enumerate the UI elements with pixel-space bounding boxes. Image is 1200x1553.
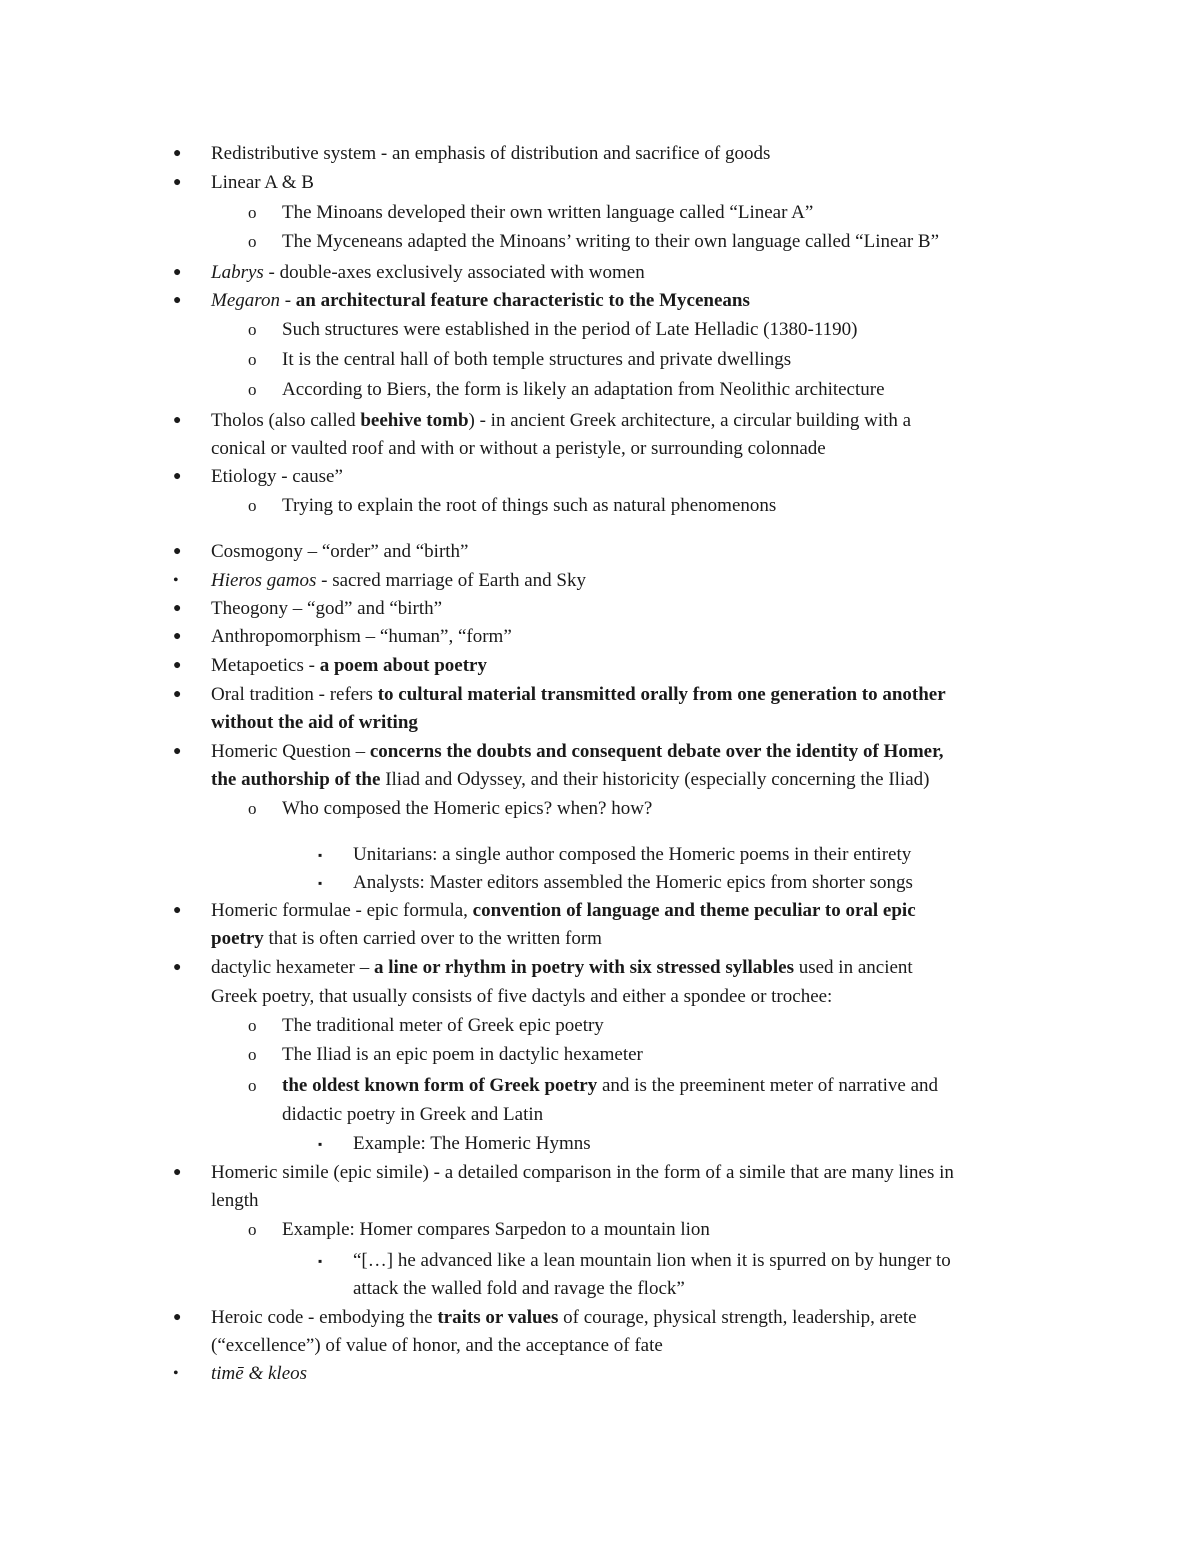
bullet: ▪ <box>318 876 323 890</box>
list-item-megaron <box>211 287 750 315</box>
bullet: ▪ <box>318 1254 323 1268</box>
list-item-metapoetics <box>211 652 487 680</box>
term: Hieros gamos <box>211 570 317 591</box>
list-item-heroic-code-cont: (“excellence”) of value of honor, and the acceptance of fate <box>211 1335 663 1356</box>
definition: concerns the doubts and consequent debate over the identity of Homer, <box>369 741 944 762</box>
bullet: o <box>248 799 257 818</box>
bullet: ● <box>173 903 182 918</box>
bullet: ▪ <box>318 848 323 862</box>
text: that is often carried over to the written form <box>263 928 602 949</box>
term: beehive tomb <box>360 410 469 431</box>
bullet: ● <box>173 146 182 161</box>
bullet: ● <box>173 413 182 428</box>
text: ) - in ancient Greek architecture, a circular building with a <box>468 410 912 431</box>
term: timē & kleos <box>211 1363 308 1384</box>
list-item-redistributive: Redistributive system - an emphasis of distribution and sacrifice of goods <box>211 143 771 164</box>
list-item-homeric-formulae-cont <box>211 925 602 953</box>
bullet: ● <box>173 687 182 702</box>
bullet: ● <box>173 293 182 308</box>
definition: - double-axes exclusively associated with women <box>263 262 645 283</box>
sub-item <box>282 1072 938 1100</box>
bullet: ▪ <box>318 1137 323 1151</box>
bullet: o <box>248 203 257 222</box>
text: Homeric Question – <box>211 741 370 762</box>
bullet: ● <box>173 265 182 280</box>
text: dactylic hexameter – <box>211 957 375 978</box>
list-item-oral-tradition-cont <box>211 709 418 737</box>
definition: a poem about poetry <box>319 655 487 676</box>
definition: poetry <box>211 928 264 949</box>
sub-item: Example: Homer compares Sarpedon to a mountain lion <box>282 1219 710 1240</box>
bullet: ● <box>173 469 182 484</box>
definition: without the aid of writing <box>211 712 418 733</box>
sub-sub-item: Example: The Homeric Hymns <box>353 1133 591 1154</box>
text: Tholos (also called <box>211 410 361 431</box>
sub-item-linear-b: The Myceneans adapted the Minoans’ writing to their own language called “Linear B” <box>282 231 940 252</box>
sub-sub-item: Analysts: Master editors assembled the Homeric epics from shorter songs <box>353 872 913 893</box>
bullet: ● <box>173 1310 182 1325</box>
bullet: • <box>173 1365 179 1382</box>
sub-item: It is the central hall of both temple structures and private dwellings <box>282 349 792 370</box>
list-item-homeric-formulae <box>211 897 916 925</box>
bullet: o <box>248 1045 257 1064</box>
bullet: o <box>248 320 257 339</box>
sub-item: Trying to explain the root of things such as natural phenomenons <box>282 495 777 516</box>
bullet: o <box>248 1016 257 1035</box>
sub-sub-item: “[…] he advanced like a lean mountain lion when it is spurred on by hunger to <box>353 1250 951 1271</box>
list-item-homeric-question-cont <box>211 766 930 794</box>
definition: traits or values <box>437 1307 559 1328</box>
bullet: o <box>248 496 257 515</box>
bullet: ● <box>173 960 182 975</box>
list-item-tholos-cont: conical or vaulted roof and with or without a peristyle, or surrounding colonnade <box>211 438 826 459</box>
list-item-cosmogony: Cosmogony – “order” and “birth” <box>211 541 469 562</box>
text: Oral tradition - refers <box>211 684 378 705</box>
list-item-linear: Linear A & B <box>211 172 314 193</box>
sub-item: The Iliad is an epic poem in dactylic hexameter <box>282 1044 643 1065</box>
definition: to cultural material transmitted orally from one generation to another <box>377 684 946 705</box>
list-item-homeric-question <box>211 738 944 766</box>
separator: - <box>279 290 296 311</box>
list-item-labrys <box>211 259 645 287</box>
bullet: ● <box>173 744 182 759</box>
definition: a line or rhythm in poetry with six stressed syllables <box>374 957 794 978</box>
sub-item: According to Biers, the form is likely an adaptation from Neolithic architecture <box>282 379 885 400</box>
list-item-etiology: Etiology - cause” <box>211 466 343 487</box>
sub-item: Who composed the Homeric epics? when? how? <box>282 798 653 819</box>
term: Megaron <box>211 290 280 311</box>
sub-item: The traditional meter of Greek epic poetry <box>282 1015 604 1036</box>
definition: - sacred marriage of Earth and Sky <box>316 570 586 591</box>
text: of courage, physical strength, leadership, arete <box>558 1307 917 1328</box>
list-item-oral-tradition <box>211 681 946 709</box>
text: Homeric formulae - epic formula, <box>211 900 473 921</box>
bullet: o <box>248 232 257 251</box>
text: Metapoetics - <box>211 655 320 676</box>
bullet: • <box>173 572 179 589</box>
list-item-hieros-gamos <box>211 567 586 595</box>
list-item-heroic-code <box>211 1304 917 1332</box>
sub-item: Such structures were established in the period of Late Helladic (1380-1190) <box>282 319 858 340</box>
text: used in ancient <box>793 957 913 978</box>
definition: the authorship of the <box>211 769 381 790</box>
bullet: ● <box>173 175 182 190</box>
bullet: ● <box>173 544 182 559</box>
term: Labrys <box>211 262 264 283</box>
sub-sub-item: Unitarians: a single author composed the Homeric poems in their entirety <box>353 844 912 865</box>
bullet: o <box>248 350 257 369</box>
definition: convention of language and theme peculiar to oral epic <box>472 900 916 921</box>
bullet: ● <box>173 601 182 616</box>
definition: an architectural feature characteristic to the Myceneans <box>295 290 750 311</box>
sub-sub-item-cont: attack the walled fold and ravage the flock” <box>353 1278 685 1299</box>
list-item-dactylic-hexameter-cont: Greek poetry, that usually consists of five dactyls and either a spondee or trochee: <box>211 986 833 1007</box>
sub-item-linear-a: The Minoans developed their own written language called “Linear A” <box>282 202 814 223</box>
list-item-dactylic-hexameter <box>211 954 913 982</box>
bullet: o <box>248 380 257 399</box>
bullet: ● <box>173 629 182 644</box>
list-item-homeric-simile-cont: length <box>211 1190 259 1211</box>
list-item-time-kleos <box>211 1360 307 1388</box>
bullet: ● <box>173 658 182 673</box>
list-item-theogony: Theogony – “god” and “birth” <box>211 598 443 619</box>
text: Heroic code - embodying the <box>211 1307 438 1328</box>
text: and is the preeminent meter of narrative and <box>597 1075 939 1096</box>
bullet: o <box>248 1076 257 1095</box>
bullet: o <box>248 1220 257 1239</box>
sub-item-cont: didactic poetry in Greek and Latin <box>282 1104 544 1125</box>
bullet: ● <box>173 1165 182 1180</box>
definition: the oldest known form of Greek poetry <box>282 1075 598 1096</box>
list-item-homeric-simile: Homeric simile (epic simile) - a detailed comparison in the form of a simile that are many lines in <box>211 1162 954 1183</box>
list-item-anthropomorphism: Anthropomorphism – “human”, “form” <box>211 626 512 647</box>
text: Iliad and Odyssey, and their historicity (especially concerning the Iliad) <box>380 769 930 790</box>
list-item-tholos <box>211 407 911 435</box>
